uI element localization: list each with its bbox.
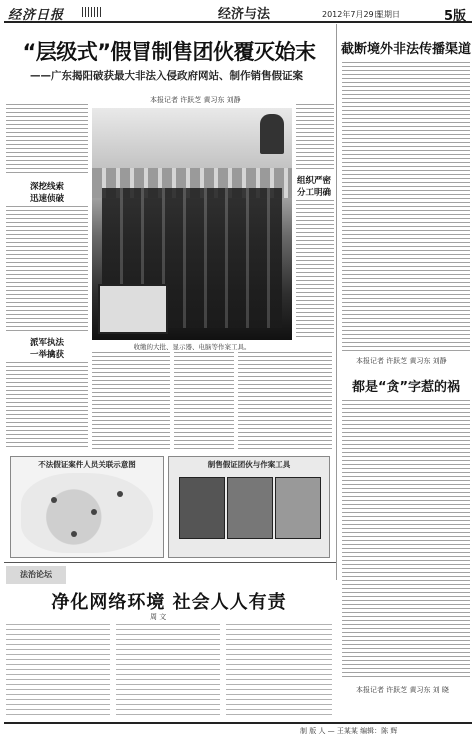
column-divider	[336, 24, 337, 580]
map-shape	[21, 473, 153, 553]
subhead-line-4: 一举擒获	[29, 350, 64, 360]
relation-diagram	[10, 456, 164, 558]
lead-photo	[92, 108, 292, 340]
right-headline-1: 截断境外非法传播渠道	[340, 42, 471, 57]
article-subhead	[6, 336, 88, 360]
article-subhead	[6, 180, 88, 204]
article-text-block	[238, 352, 332, 450]
issue-date: 2012年7月29日	[322, 10, 382, 19]
id-card-graphic	[275, 477, 321, 539]
map-node	[51, 497, 57, 503]
section-title: 经济与法	[217, 7, 270, 22]
lead-byline: 本报记者 许跃芝 黄习东 刘静	[150, 96, 241, 104]
section-label: 法治论坛	[6, 566, 66, 584]
footer-rule	[4, 722, 472, 738]
article-text-block	[6, 206, 88, 332]
graphic-title: 制售假证团伙与作案工具	[207, 460, 291, 469]
right-byline-2: 本报记者 许跃芝 黄习东 刘 晓	[356, 686, 449, 694]
article-subhead	[292, 174, 336, 198]
map-node	[91, 509, 97, 515]
lead-subhead: ——广东揭阳破获最大非法入侵政府网站、制作销售假证案	[30, 70, 303, 82]
tools-graphic	[168, 456, 330, 558]
id-card-graphic	[227, 477, 273, 539]
article-text-block	[174, 352, 234, 450]
article-text-block	[342, 62, 470, 352]
article-text-block	[226, 624, 332, 718]
photo-caption: 收缴的大批、显示器、电脑等作案工具。	[133, 343, 251, 351]
bottom-author: 周 文	[150, 613, 167, 621]
section-divider	[4, 562, 336, 563]
article-text-block	[6, 624, 110, 718]
subhead-line-5: 组织严密	[296, 176, 331, 186]
article-text-block	[92, 352, 170, 450]
subhead-line-2: 迅速侦破	[29, 194, 64, 204]
issue-weekday: 星期日	[376, 10, 400, 19]
page-number: 5版	[444, 9, 467, 24]
subhead-line-6: 分工明确	[296, 188, 331, 198]
article-text-block	[116, 624, 220, 718]
diagram-title: 不法假证案件人员关联示意图	[38, 460, 136, 469]
article-text-block	[296, 104, 334, 172]
article-text-block	[296, 200, 334, 340]
id-card-graphic	[179, 477, 225, 539]
subhead-line-1: 深挖线索	[29, 182, 64, 192]
article-text-block	[342, 400, 470, 680]
article-text-block	[6, 104, 88, 176]
lead-headline: “层级式”假冒制售团伙覆灭始末	[22, 40, 316, 64]
right-headline-2: 都是“贪”字惹的祸	[351, 380, 461, 395]
footer-credits: 制 版 人 — 王某某 编辑：陈 辉	[300, 727, 398, 735]
article-text-block	[6, 362, 88, 450]
right-byline-1: 本报记者 许跃芝 黄习东 刘静	[356, 357, 447, 365]
paper-logo: 经济日报	[8, 8, 65, 23]
masthead	[4, 3, 472, 23]
barcode-icon	[82, 7, 102, 17]
subhead-line-3: 派军执法	[29, 338, 64, 348]
map-node	[117, 491, 123, 497]
bottom-headline: 净化网络环境 社会人人有责	[51, 592, 287, 613]
map-node	[71, 531, 77, 537]
